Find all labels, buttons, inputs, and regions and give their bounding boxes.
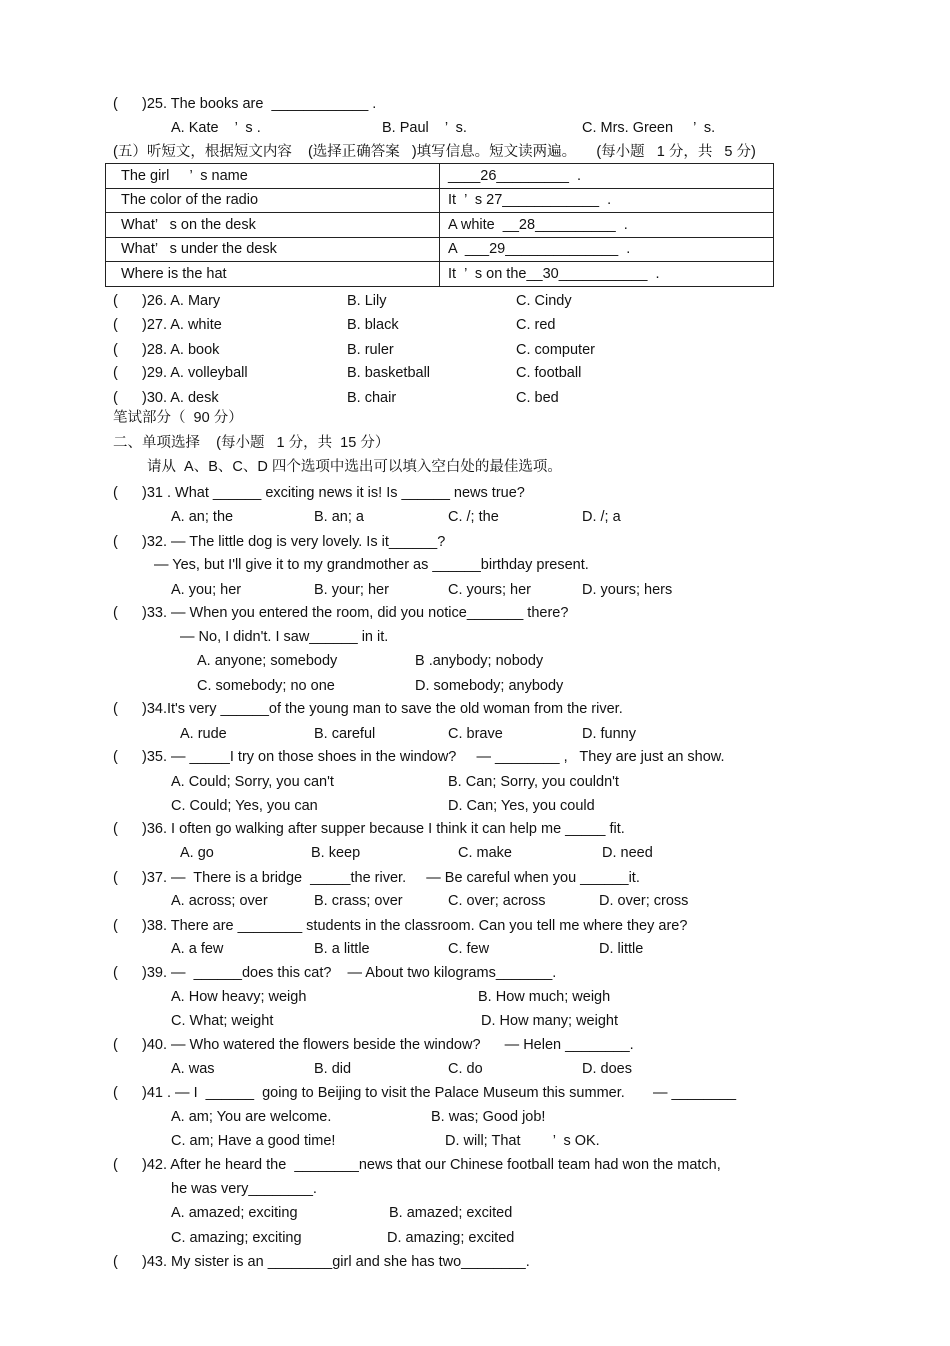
q37-option-d: D. over; cross: [599, 893, 689, 909]
section5-header: (五）听短文，根据短文内容 (选择正确答案 )填写信息。短文读两遍。 (每小题 1 分，共 5 分): [113, 144, 756, 160]
q28-option-b: B. ruler: [347, 342, 394, 358]
q42-stem: ( )42. After he heard the ________news that our Chinese football team had won the match,: [113, 1157, 721, 1173]
q29-option-a: ( )29. A. volleyball: [113, 365, 248, 381]
q34-option-a: A. rude: [180, 726, 227, 742]
q41-option-c: C. am; Have a good time!: [171, 1133, 336, 1149]
q40-option-b: B. did: [314, 1061, 352, 1077]
q32-stem-reply: — Yes, but I'll give it to my grandmother as ______birthday present.: [154, 557, 589, 573]
q33-option-a: A. anyone; somebody: [197, 653, 338, 669]
q30-option-a: ( )30. A. desk: [113, 390, 219, 406]
q42-option-a: A. amazed; exciting: [171, 1205, 298, 1221]
q31-option-b: B. an; a: [314, 509, 364, 525]
q37-stem: ( )37. — There is a bridge _____the river. — Be careful when you ______it.: [113, 870, 640, 886]
q34-option-b: B. careful: [314, 726, 376, 742]
q39-option-b: B. How much; weigh: [478, 989, 611, 1005]
q35-option-b: B. Can; Sorry, you couldn't: [448, 774, 619, 790]
q39-option-c: C. What; weight: [171, 1013, 274, 1029]
q33-stem-reply: — No, I didn't. I saw______ in it.: [180, 629, 389, 645]
q26-option-a: ( )26. A. Mary: [113, 293, 221, 309]
q34-option-c: C. brave: [448, 726, 503, 742]
table-row: [106, 213, 774, 238]
q27-option-a: ( )27. A. white: [113, 317, 222, 333]
q29-option-b: B. basketball: [347, 365, 431, 381]
q31-stem: ( )31 . What ______ exciting news it is! Is ______ news true?: [113, 485, 525, 501]
table-cell-label: What’ s under the desk: [106, 237, 440, 262]
table-cell-label: The color of the radio: [106, 188, 440, 213]
q31-option-a: A. an; the: [171, 509, 234, 525]
q42-stem-cont: he was very________.: [171, 1181, 317, 1197]
q38-option-d: D. little: [599, 941, 644, 957]
q41-option-d: D. will; That ’ s OK.: [445, 1133, 600, 1149]
q43-stem: ( )43. My sister is an ________girl and she has two________.: [113, 1254, 530, 1270]
q40-option-a: A. was: [171, 1061, 215, 1077]
table-cell-label: The girl ’ s name: [106, 164, 440, 189]
q33-stem: ( )33. — When you entered the room, did you notice_______ there?: [113, 605, 569, 621]
table-row: [106, 164, 774, 189]
q36-stem: ( )36. I often go walking after supper because I think it can help me _____ fit.: [113, 821, 625, 837]
q34-stem: ( )34.It's very ______of the young man to save the old woman from the river.: [113, 701, 623, 717]
q42-option-d: D. amazing; excited: [387, 1230, 515, 1246]
q38-option-b: B. a little: [314, 941, 370, 957]
table-cell-answer: A white __28__________ .: [440, 213, 774, 238]
q40-stem: ( )40. — Who watered the flowers beside the window? — Helen ________.: [113, 1037, 634, 1053]
q32-stem: ( )32. — The little dog is very lovely. Is it______?: [113, 534, 446, 550]
table-row: [106, 237, 774, 262]
q31-option-c: C. /; the: [448, 509, 499, 525]
q28-option-a: ( )28. A. book: [113, 342, 220, 358]
q25-option-c: C. Mrs. Green ’ s.: [582, 120, 716, 136]
q32-option-d: D. yours; hers: [582, 582, 673, 598]
q42-option-c: C. amazing; exciting: [171, 1230, 302, 1246]
q33-option-b: B .anybody; nobody: [415, 653, 544, 669]
q30-option-b: B. chair: [347, 390, 397, 406]
table-cell-answer: A ___29______________ .: [440, 237, 774, 262]
q41-option-b: B. was; Good job!: [431, 1109, 546, 1125]
q39-stem: ( )39. — ______does this cat? — About two kilograms_______.: [113, 965, 557, 981]
q39-option-d: D. How many; weight: [481, 1013, 618, 1029]
q27-option-c: C. red: [516, 317, 556, 333]
q38-option-a: A. a few: [171, 941, 224, 957]
q32-option-a: A. you; her: [171, 582, 242, 598]
q35-stem: ( )35. — _____I try on those shoes in the window? — ________ , They are just an show.: [113, 749, 725, 765]
table-row: [106, 188, 774, 213]
section2-instruction: 请从 A、B、C、D 四个选项中选出可以填入空白处的最佳选项。: [147, 459, 562, 475]
q39-option-a: A. How heavy; weigh: [171, 989, 307, 1005]
q36-option-d: D. need: [602, 845, 653, 861]
q26-option-b: B. Lily: [347, 293, 387, 309]
table-cell-label: Where is the hat: [106, 262, 440, 287]
q42-option-b: B. amazed; excited: [389, 1205, 513, 1221]
q25-option-a: A. Kate ’ s .: [171, 120, 261, 136]
q37-option-c: C. over; across: [448, 893, 546, 909]
q27-option-b: B. black: [347, 317, 399, 333]
q35-option-d: D. Can; Yes, you could: [448, 798, 595, 814]
q34-option-d: D. funny: [582, 726, 636, 742]
q38-option-c: C. few: [448, 941, 490, 957]
q33-option-c: C. somebody; no one: [197, 678, 335, 694]
written-part-heading: 笔试部分（ 90 分）: [113, 410, 243, 426]
q32-option-c: C. yours; her: [448, 582, 531, 598]
q40-option-c: C. do: [448, 1061, 483, 1077]
q38-stem: ( )38. There are ________ students in the classroom. Can you tell me where they are?: [113, 918, 688, 934]
table-cell-answer: It ’ s on the__30___________ .: [440, 262, 774, 287]
q41-option-a: A. am; You are welcome.: [171, 1109, 332, 1125]
table-cell-answer: It ’ s 27____________ .: [440, 188, 774, 213]
q36-option-c: C. make: [458, 845, 512, 861]
table-cell-label: What’ s on the desk: [106, 213, 440, 238]
q25-stem: ( )25. The books are ____________ .: [113, 96, 377, 112]
q41-stem: ( )41 . — I ______ going to Beijing to visit the Palace Museum this summer. — ________: [113, 1085, 737, 1101]
table-row: [106, 262, 774, 287]
section2-header: 二、单项选择 (每小题 1 分，共 15 分）: [113, 435, 390, 451]
q35-option-a: A. Could; Sorry, you can't: [171, 774, 334, 790]
q26-option-c: C. Cindy: [516, 293, 572, 309]
q29-option-c: C. football: [516, 365, 582, 381]
q35-option-c: C. Could; Yes, you can: [171, 798, 318, 814]
q32-option-b: B. your; her: [314, 582, 389, 598]
q36-option-a: A. go: [180, 845, 214, 861]
q31-option-d: D. /; a: [582, 509, 621, 525]
q37-option-b: B. crass; over: [314, 893, 403, 909]
q40-option-d: D. does: [582, 1061, 632, 1077]
q25-option-b: B. Paul ’ s.: [382, 120, 467, 136]
q33-option-d: D. somebody; anybody: [415, 678, 564, 694]
q28-option-c: C. computer: [516, 342, 595, 358]
q30-option-c: C. bed: [516, 390, 559, 406]
q37-option-a: A. across; over: [171, 893, 268, 909]
q36-option-b: B. keep: [311, 845, 361, 861]
table-cell-answer: ____26_________ .: [440, 164, 774, 189]
info-table: [105, 163, 774, 287]
